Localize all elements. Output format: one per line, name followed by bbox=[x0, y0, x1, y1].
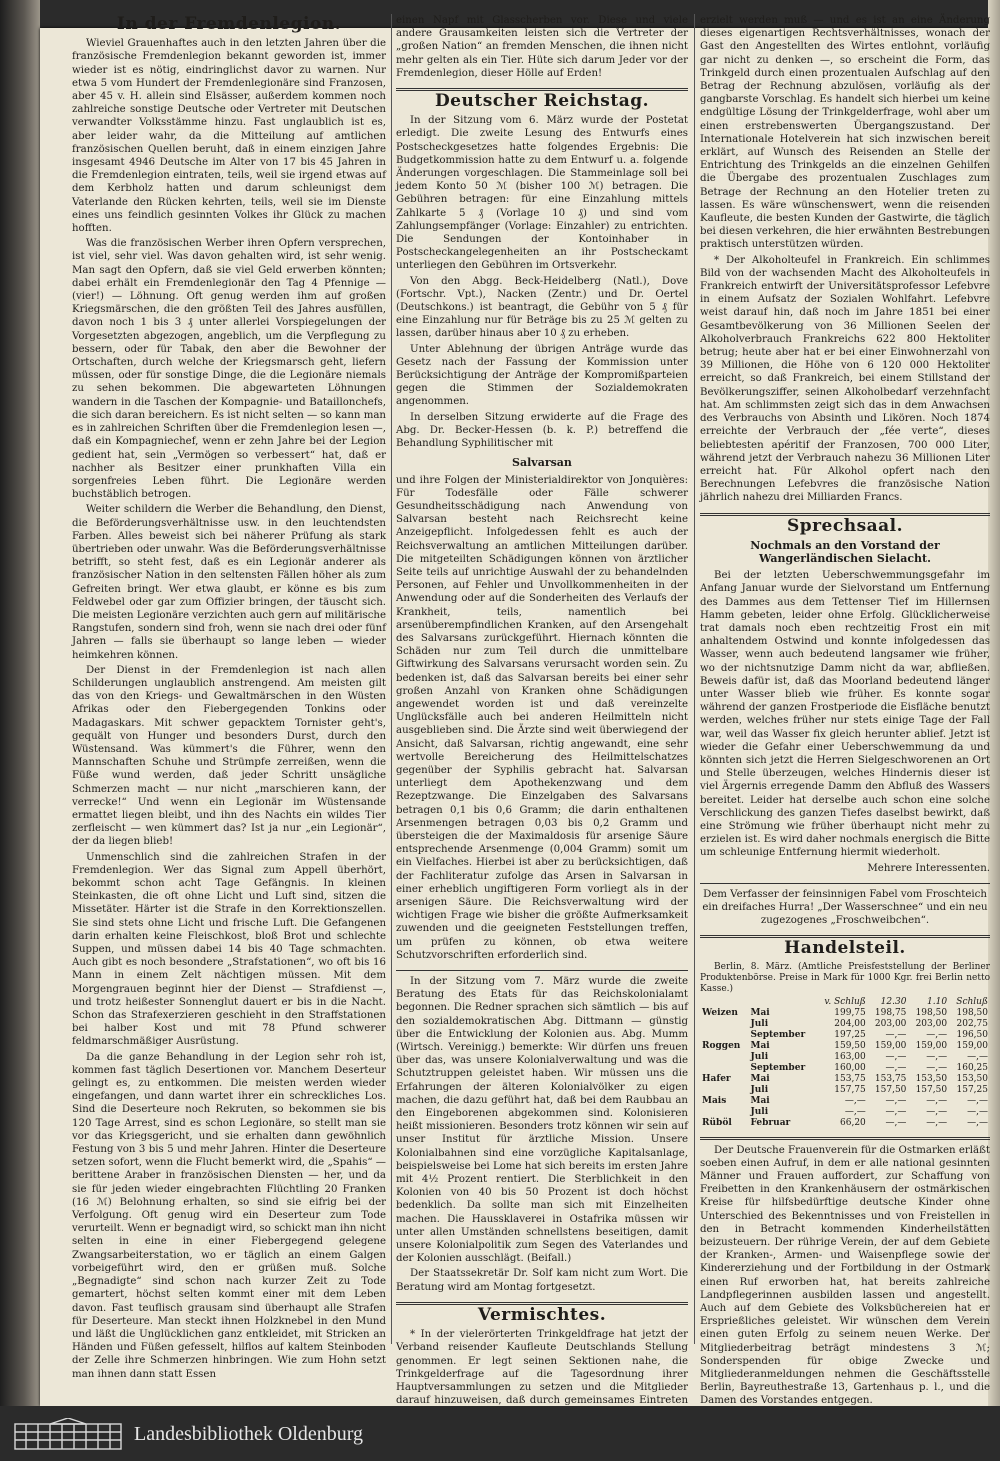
market-header-cell bbox=[700, 997, 749, 1008]
market-cell: 203,00 bbox=[874, 1018, 907, 1029]
paragraph: Was die französischen Werber ihren Opfern versprechen, ist viel, sehr viel. Was davon gehalten wird, ist sehr wenig. Man sagt den Opfern, daß sie viel Geld erwerben könnten; dabei erhält ein Fremdenlegionär den Tag 4 Pfennige — (vier!) — Löhnung. Oft genug werden ihm auf großen Kriegsmärschen, die den größten Teil des Jahres ausfüllen, davon noch 1 bis 3 ₰ unter allerlei Vorspiegelungen der Vorgesetzten abgezogen, angeblich, um die Verpflegung zu bessern, oder für Tabak, den aber die Bewohner der Ortschaften, durch welche der Kriegsmarsch geht, liefern müssen, oder für sonstige Dinge, die die Legionäre niemals zu sehen bekommen. Die abgewarteten Löhnungen wandern in die Taschen der Kompagnie- und Bataillonchefs, die sich daran bereichern. Es ist nicht selten — so kann man es in zahlreichen Schriften über die Fremdenlegion lesen —, daß ein Kompagniechef, wenn er zehn Jahre bei der Legion gedient hat, sein „Vermögen so verbessert“ hat, daß er nachher als Besitzer einer prunkhaften Villa ein sorgenfreies Leben führt. Die Legionäre werden buchstäblich betrogen. bbox=[72, 238, 386, 501]
market-cell: —,— bbox=[885, 1095, 907, 1106]
market-cell: Juli bbox=[750, 1084, 769, 1095]
market-cell: —,— bbox=[926, 1029, 948, 1040]
paragraph: In derselben Sitzung erwiderte auf die Frage des Abg. Dr. Becker-Hessen (b. k. P.) betreffend die Behandlung Syphilitischer mit bbox=[396, 411, 688, 450]
section-title: Deutscher Reichstag. bbox=[434, 91, 650, 112]
market-cell: —,— bbox=[926, 1117, 948, 1128]
notice: Dem Verfasser der feinsinnigen Fabel vom Froschteich ein dreifaches Hurra! „Der Wasserschnee“ und ein neu zugezogenes „Froschweibchen“. bbox=[702, 888, 988, 927]
market-cell: —,— bbox=[844, 1106, 866, 1117]
market-row bbox=[700, 1041, 990, 1052]
market-cell: Juli bbox=[750, 1106, 769, 1117]
market-cell: Rüböl bbox=[702, 1117, 732, 1128]
paragraph: In der Sitzung vom 7. März wurde die zweite Beratung des Etats für das Reichskolonialamt begonnen. Die Redner sprachen sich sämtlich — bis auf den sozialdemokratischen Abg. Dittmann — günstig über die Entwicklung der Kolonien aus. Abg. Mumm (Wirtsch. Vereinigg.) bemerkte: Wir dürfen uns freuen über das, was unsere Kolonialverwaltung und was die Schutztruppen geleistet haben. Wir müssen uns die Erfahrungen der älteren Kolonialvölker zu eigen machen, die dazu geführt hat, daß bei dem Raubbau an den Eingeborenen abgekommen sind. Kolonisieren heißt missionieren. Besonders trotz können wir sein auf unser Institut für ärztliche Mission. Unsere Kolonialbahnen sind eine vorzügliche Kapitalsanlage, beispielsweise bei Lome hat sich bereits im ersten Jahre mit 4½ Prozent rentiert. Die Sterblichkeit in den Kolonien von 40 bis 50 Prozent ist doch höchst bedenklich. Da sollte man sich mit Einzelheiten machen. Die Haussklaverei in Ostafrika müssen wir unter allen Umständen schnellstens beseitigen, damit unsere Kolonialpolitik zum Segen des Vaterlandes und der Kolonien ausschlägt. (Beifall.) bbox=[396, 976, 688, 1265]
divider bbox=[396, 970, 688, 971]
paragraph: Von den Abgg. Beck-Heidelberg (Natl.), Dove (Fortschr. Vpt.), Nacken (Zentr.) und Dr. Oertel (Deutschkons.) ist beantragt, die Gebühr von 5 ₰ für eine Einzahlung nur für Beträge bis zu 25 ℳ gelten zu lassen, darüber hinaus aber 10 ₰ zu erheben. bbox=[396, 275, 688, 340]
market-cell: 157,50 bbox=[874, 1084, 907, 1095]
market-cell: Mais bbox=[702, 1095, 727, 1106]
paragraph: In der Sitzung vom 6. März wurde der Postetat erledigt. Die zweite Lesung des Entwurfs eines Postscheckgesetzes hatte folgendes Ergebnis: Die Budgetkommission hatte zu dem Entwurf u. a. folgende Änderungen vorgeschlagen. Die Stammeinlage soll bei jedem Konto 50 ℳ (bisher 100 ℳ) betragen. Die Gebühren betragen: für eine Einzahlung mittels Zahlkarte 5 ₰ (Vorlage 10 ₰) und sind vom Zahlungsempfänger (Vorlage: Einzahler) zu entrichten. Die Sendungen der Kontoinhaber in Postscheckangelegenheiten an ihr Postscheckamt unterliegen den Gebühren im Ortsverkehr. bbox=[396, 115, 688, 272]
market-cell: Juli bbox=[750, 1018, 769, 1029]
market-cell: —,— bbox=[844, 1095, 866, 1106]
column-rule bbox=[391, 14, 392, 1344]
market-cell: September bbox=[750, 1062, 806, 1073]
market-cell: September bbox=[750, 1029, 806, 1040]
inline-heading: Salvarsan bbox=[512, 456, 572, 470]
market-cell: —,— bbox=[967, 1106, 988, 1117]
market-row bbox=[700, 1074, 990, 1085]
paragraph: und ihre Folgen der Ministerialdirektor von Jonquières: Für Todesfälle oder Fälle schwerer Gesundheitsschädigung nach Anwendung von Salvarsan besteht nach Reichsrecht keine Anzeigepflicht. Infolgedessen fehlt es auch der Reichsverwaltung an amtlichen Mitteilungen darüber. Die mitgeteilten Schädigungen können von ärztlicher Seite teils auf unrichtige Auswahl der zu behandelnden Personen, auf Fehler und Unvollkommenheiten in der Anwendung oder auf die Sonderheiten des Verlaufs der Krankheit, teils, namentlich bei arsenüberempfindlichen Kranken, auf den Arsengehalt des Salvarsans zurückgeführt. Hiernach könnten die Schäden nur zum Teil durch die unmittelbare Giftwirkung des Salvarsans verursacht worden sein. Zu bedenken ist, daß das Salvarsan bereits bei einer sehr großen Anzahl von Kranken ohne Schädigungen angewendet worden ist und daß vereinzelte Unglücksfälle auch bei anderen Heilmitteln nicht ausgeblieben sind. Die Ärzte sind weit überwiegend der Ansicht, daß Salvarsan, richtig angewandt, eine sehr wertvolle Bereicherung des Heilmittelschatzes gegenüber der Syphilis gebracht hat. Salvarsan unterliegt dem Apothekenzwang und dem Rezeptzwange. Die Einzelgaben des Salvarsans betragen 0,1 bis 0,6 Gramm; die darin enthaltenen Arsenmengen betragen 0,03 bis 0,2 Gramm und übersteigen die der Maximaldosis für arsenige Säure entsprechende Arsenmenge (0,004 Gramm) somit um ein Vielfaches. Hierbei ist aber zu berücksichtigen, daß der Fachliteratur zufolge das Arsen in Salvarsan in einer erheblich ungiftigeren Form vorliegt als in der arsenigen Säure. Die Reichsverwaltung wird der wichtigen Frage wie bisher die größte Aufmerksamkeit zuwenden und die geeigneten Feststellungen treffen, um prüfen zu können, ob etwa weitere Schutzvorschriften erforderlich sind. bbox=[396, 474, 688, 961]
market-cell bbox=[700, 1052, 749, 1063]
paragraph: Da die ganze Behandlung in der Legion sehr roh ist, kommen fast täglich Desertionen vor. Manchem Deserteur gelingt es, zu entkommen. Die meisten werden wieder eingefangen, und dann wartet ihrer ein schreckliches Los. Sind die Deserteure noch Rekruten, so bekommen sie bis 120 Tage Arrest, sind es schon Legionäre, so stellt man sie vor das Kriegsgericht, und sie erhalten dann gewöhnlich Festung von 3 bis 5 und mehr Jahren. Hinter die Deserteure setzen sofort, wenn die Flucht bemerkt wird, die „Spahis“ — berittene Araber in französischen Diensten — her, und da sie für jeden wieder eingebrachten Flüchtling 20 Franken (16 ℳ) Belohnung erhalten, so sind sie eifrig bei der Verfolgung. Oft genug wird ein Deserteur zum Tode verurteilt. Wenn er begnadigt wird, so schickt man ihn nicht selten in eine in einer Fiebergegend gelegene Zwangsarbeiterstation, wo er täglich an einem Galgen vorbeigeführt wird, den er grüßen muß. Solche „Begnadigte“ sind schon nach kurzer Zeit zu Tode gemartert, höchst selten kommt einer mit dem Leben davon. Fast teuflisch grausam sind überhaupt alle Strafen für Deserteure. Man steckt ihnen Holzknebel in den Mund und läßt die Unglücklichen ganz entkleidet, mit Stricken an Händen und Füßen gefesselt, hilflos auf kaltem Steinboden der Zelle ihre Schmerzen hinbringen. Wie zum Hohn setzt man ihnen dann statt Essen bbox=[72, 1051, 386, 1380]
market-cell: 198,50 bbox=[956, 1007, 988, 1018]
market-cell: 157,50 bbox=[915, 1084, 948, 1095]
market-cell: 153,75 bbox=[874, 1073, 907, 1084]
market-cell: 198,50 bbox=[915, 1007, 948, 1018]
paragraph: erzielt werden muß — und es ist an eine Änderung dieses eigenartigen Rechtsverhältnisses, wonach der Gast den Angestellten des Wirtes entlohnt, vorläufig gar nicht zu denken —, so erscheint die Form, das Trinkgeld durch einen prozentualen Aufschlag auf den Betrag der Rechnung abzulösen, vorläufig als der gangbarste Vorschlag. Es handelt sich hierbei um keine endgültige Lösung der Trinkgelderfrage, wohl aber um einen erstrebenswerten Übergangszustand. Der Internationale Hotelverein hat sich inzwischen bereit erklärt, auf Wunsch des Reisenden an Stelle der Entrichtung des Trinkgelds an die einzelnen Gehilfen die Übergabe des prozentualen Zuschlages zum Betrage der Rechnung an den Hotelier treten zu lassen. Es wäre wünschenswert, wenn die reisenden Kaufleute, die besten Kunden der Gastwirte, die täglich bei diesen verkehren, die hier erwähnten Bestrebungen praktisch unterstützen würden. bbox=[700, 15, 990, 251]
library-building-icon bbox=[14, 1418, 122, 1450]
paragraph: einen Napf mit Glasscherben vor. Diese und viele andere Grausamkeiten leisten sich die Vertreter der „großen Nation“ an fremden Menschen, die ihnen nicht mehr gelten als ein Tier. Hüte sich darum Jeder vor der Fremdenlegion, dieser Hölle auf Erden! bbox=[396, 15, 688, 79]
market-cell bbox=[700, 1107, 749, 1118]
market-cell: Februar bbox=[750, 1117, 791, 1128]
market-header-cell: 1.10 bbox=[927, 996, 948, 1007]
market-cell: 159,50 bbox=[834, 1040, 866, 1051]
market-cell: —,— bbox=[926, 1095, 948, 1106]
market-cell: 196,50 bbox=[956, 1029, 988, 1040]
market-cell: —,— bbox=[885, 1106, 907, 1117]
market-cell: 159,00 bbox=[874, 1040, 907, 1051]
market-cell: 160,25 bbox=[956, 1062, 988, 1073]
market-cell: 153,50 bbox=[956, 1073, 988, 1084]
market-cell bbox=[700, 1019, 749, 1030]
paragraph: * In der vielerörterten Trinkgeldfrage hat jetzt der Verband reisender Kaufleute Deutschlands Stellung genommen. Er legt seinen Sektionen nahe, die Trinkgelderfrage auf die Tagesordnung ihrer Hauptversammlungen zu setzen und die Mitglieder darauf hinzuweisen, daß durch gemeinsames Eintreten bbox=[396, 1329, 688, 1407]
market-row bbox=[700, 1096, 990, 1107]
market-cell: —,— bbox=[967, 1117, 988, 1128]
paragraph: Der Staatssekretär Dr. Solf kam nicht zum Wort. Die Beratung wird am Montag fortgesetzt. bbox=[396, 1268, 688, 1293]
article-title: In der Fremdenlegion. bbox=[116, 14, 342, 34]
market-cell: 157,75 bbox=[834, 1084, 866, 1095]
market-row bbox=[700, 1008, 990, 1019]
market-cell: —,— bbox=[885, 1062, 907, 1073]
market-cell: Mai bbox=[750, 1073, 770, 1084]
market-cell bbox=[700, 1030, 749, 1041]
market-cell: 163,00 bbox=[834, 1051, 866, 1062]
paragraph: Bei der letzten Ueberschwemmungsgefahr im Anfang Januar wurde der Sielvorstand um Entfernung des Dammes aus dem Tettenser Tief im Hillernsen Hamm gebeten, leider ohne Erfolg. Glücklicherweise trat damals noch eben rechtzeitig Frost ein mit anhaltendem Ostwind und konnte infolgedessen das Wasser, wenn auch bedeutend langsamer wie früher, wo der nichtsnutzige Damm nicht da war, abfließen. Beweis dafür ist, daß das Moorland bedeutend länger unter Wasser blieb wie früher. Es konnte sogar während der ganzen Frostperiode die Eisfläche benutzt werden, welches früher nur stets einige Tage der Fall war, weil das Wasser fix gleich herunter ablief. Jetzt ist wieder die Gefahr einer Ueberschwemmung da und könnten sich jetzt die Herren Sielgeschworenen an Ort und Stelle überzeugen, welches Hindernis dieser ist viel Ärgernis erregende Damm den Abfluß des Wassers bereitet. Leider hat derselbe auch schon eine solche Verschlickung des ganzen Tiefes daselbst bewirkt, daß eine Strömung wie früher überhaupt nicht mehr zu erzielen ist. Es wird daher nochmals energisch die Bitte um schleunige Entfernung hiermit wiederholt. bbox=[700, 570, 990, 859]
market-cell: —,— bbox=[967, 1095, 988, 1106]
column-3 bbox=[700, 14, 990, 1410]
market-cell: Hafer bbox=[702, 1073, 731, 1084]
paragraph: Unmenschlich sind die zahlreichen Strafen in der Fremdenlegion. Wer das Signal zum Appell überhört, bekommt schon acht Tage Gefängnis. In kleinen Steinkasten, die oft ohne Licht und Luft sind, sitzen die Missetäter. Härter ist die Strafe in den Korrektionszellen. Sie sind stets ohne Licht und frische Luft. Die Gefangenen darin erhalten keine Fleischkost, bloß Brot und schlechte Suppen, und müssen dabei 14 bis 40 Tage schmachten. Auch gibt es noch besondere „Strafstationen“, wo oft bis 16 Mann in einem Zelt nächtigen müssen. Mit dem Morgengrauen beginnt hier der Dienst — Strafdienst —, und trotz heißester Sonnenglut dauert er bis in die Nacht. Schon das Strafexerzieren geschieht in den Straffstationen bei halber Kost und mit 78 Pfund schwerer feldmarschmäßiger Ausrüstung. bbox=[72, 851, 386, 1048]
column-1 bbox=[72, 14, 386, 1383]
market-cell: —,— bbox=[926, 1062, 948, 1073]
market-row bbox=[700, 1052, 990, 1063]
market-cell: 153,75 bbox=[834, 1073, 866, 1084]
market-header-cell: v. Schluß bbox=[824, 996, 866, 1007]
market-row bbox=[700, 1019, 990, 1030]
divider bbox=[700, 883, 990, 884]
market-cell: 202,75 bbox=[956, 1018, 988, 1029]
market-header-cell: Schluß bbox=[956, 996, 988, 1007]
column-2 bbox=[396, 14, 688, 1449]
market-header-cell bbox=[749, 997, 816, 1008]
paragraph: Der Dienst in der Fremdenlegion ist nach allen Schilderungen unglaublich anstrengend. Am meisten gilt das von den Kriegs- und Gewaltmärschen in den Wüsten Afrikas oder den Fiebergegenden Tonkins oder Madagaskars. Mit schwer gepacktem Tornister geht's, gequält von Hunger und besonders Durst, durch den Wüstensand. Was kümmert's die Führer, wenn den Mannschaften Schuhe und Strümpfe zerreißen, wenn die Füße wund werden, daß jeder Schritt unsägliche Schmerzen macht — nur nicht „marschieren kann, der verrecke!“ Und wenn ein Legionär im Wüstensande ermattet liegen bleibt, und ihn des Nachts ein wildes Tier zerfleischt — wen kümmert das? Ist ja nur „ein Legionär“, der da liegen blieb! bbox=[72, 664, 386, 848]
book-spine bbox=[0, 0, 40, 1406]
market-cell: 157,25 bbox=[956, 1084, 988, 1095]
market-cell: 197,25 bbox=[834, 1029, 866, 1040]
market-cell: 199,75 bbox=[834, 1007, 866, 1018]
library-name: Landesbibliothek Oldenburg bbox=[134, 1423, 364, 1445]
paragraph: Weiter schildern die Werber die Behandlung, den Dienst, die Beförderungsverhältnisse usw. in den leuchtendsten Farben. Alles beweist sich bei näherer Prüfung als stark übertrieben oder unwahr. Was die Beförderungsverhältnisse betrifft, so steht fest, daß es ein Legionär anderer als französischer Nation in den seltensten Fällen höher als zum Gefreiten bringt. Wer etwa glaubt, er könne es bis zum Feldwebel oder gar zum Offizier bringen, der täuscht sich. Die meisten Legionäre verzichten auch gern auf militärische Rangstufen, sondern sind froh, wenn sie nach drei oder fünf Jahren — falls sie überhaupt so lange leben — wieder heimkehren können. bbox=[72, 504, 386, 661]
market-cell: 159,00 bbox=[915, 1040, 948, 1051]
market-cell bbox=[700, 1085, 749, 1096]
market-header-cell: 12.30 bbox=[880, 996, 907, 1007]
section-title: Sprechsaal. bbox=[786, 515, 904, 536]
paragraph: * Der Alkoholteufel in Frankreich. Ein schlimmes Bild von der wachsenden Macht des Alkoholteufels in Frankreich entwirft der Universitätsprofessor Lefebvre in einem Aufsatz der Sozialen Wohlfahrt. Lefebvre weist darauf hin, daß noch im Jahre 1851 bei einer Gesamtbevölkerung von 36 Millionen Seelen der Alkoholverbrauch Frankreichs 622 800 Hektoliter betrug; heute aber hat er bei einer Einwohnerzahl von 39 Millionen, die Höhe von 6 120 000 Hektoliter erreicht, so daß Frankreich, bei einem Stillstand der Bevölkerungsziffer, seinen Alkoholbedarf verzehnfacht hat. Am schlimmsten zeigt sich das in dem Anwachsen des Verbrauchs von Absinth und Likören. Noch 1874 erreichte der Verbrauch der „fée verte“, dieses beliebtesten apéritif der Franzosen, 700 000 Liter, während jetzt der Verbrauch nahezu 36 Millionen Liter erreicht hat. Für Alkohol opfert nach den Berechnungen Lefebvres die französische Nation jährlich nahezu drei Milliarden Francs. bbox=[700, 254, 990, 504]
market-cell: —,— bbox=[926, 1106, 948, 1117]
market-cell: 204,00 bbox=[834, 1018, 866, 1029]
market-cell: Juli bbox=[750, 1051, 769, 1062]
market-table bbox=[700, 997, 990, 1129]
market-cell: Mai bbox=[750, 1040, 770, 1051]
market-row bbox=[700, 1118, 990, 1129]
letter-subtitle: Nochmals an den Vorstand der Wangerländischen Sielacht. bbox=[750, 538, 940, 565]
divider bbox=[700, 1137, 990, 1140]
section-title: Vermischtes. bbox=[477, 1304, 607, 1325]
market-cell: —,— bbox=[885, 1051, 907, 1062]
market-cell: —,— bbox=[885, 1117, 907, 1128]
column-rule bbox=[694, 14, 695, 1344]
section-title: Handelsteil. bbox=[784, 938, 906, 959]
paragraph: Wieviel Grauenhaftes auch in den letzten Jahren über die französische Fremdenlegion bekannt geworden ist, immer wieder ist es nötig, eindringlichst davor zu warnen. Nur etwa 5 vom Hundert der Fremdenlegionäre sind Franzosen, aber 45 v. H. allein sind Elsässer, außerdem kommen noch zahlreiche sonstige Deutsche oder Vertreter mit Deutschen verwandter Volksstämme hinzu. Fast unglaublich ist es, aber leider wahr, da die Mitteilung auf amtlichen französischen Quellen beruht, daß in einem einzigen Jahre insgesamt 4946 Deutsche im Alter von 17 bis 45 Jahren in die Fremdenlegion eintraten, teils, weil sie irgend etwas auf dem Kerbholz hatten und darum schleunigst dem Vaterlande den Rücken kehrten, teils, weil sie im Dienste eines uns feindlich gesinnten Volkes ihr Glück zu machen hofften. bbox=[72, 38, 386, 235]
paragraph: Der Deutsche Frauenverein für die Ostmarken erläßt soeben einen Aufruf, in dem er alle national gesinnten Männer und Frauen auffordert, zur Schaffung von Freibetten in den Krankenhäusern der ostmärkischen Kreise für hilfsbedürftige deutsche Kinder ohne Unterschied des Bekenntnisses und von Freistellen in den in Betracht kommenden Kinderheilstätten beizusteuern. Der rührige Verein, der auf dem Gebiete der Kranken-, Armen- und Waisenpflege sowie der Kindererziehung und der Fortbildung in der Ostmark einen Ruf erworben hat, hat bereits zahlreiche Landpflegerinnen ausbilden lassen und angestellt. Auch auf dem Gebiete des Volksbüchereien hat er Ersprießliches geleistet. Wir wünschen dem Verein einen guten Erfolg zu seinem neuen Werke. Der Mitgliederbeitrag beträgt mindestens 3 ℳ; Sonderspenden für obige Zwecke und Mitgliederanmeldungen nehmen die Geschäftsstelle Berlin, Bayreuthestraße 13, Gartenhaus p. l., und die Damen des Vorstandes entgegen. bbox=[700, 1144, 990, 1407]
market-cell: —,— bbox=[967, 1051, 988, 1062]
market-cell: 153,50 bbox=[915, 1073, 948, 1084]
market-cell: Weizen bbox=[702, 1007, 738, 1018]
market-cell: —,— bbox=[885, 1029, 907, 1040]
market-cell: 198,75 bbox=[874, 1007, 907, 1018]
market-row bbox=[700, 1030, 990, 1041]
market-cell: Mai bbox=[750, 1007, 770, 1018]
market-row bbox=[700, 1107, 990, 1118]
market-cell: Roggen bbox=[702, 1040, 741, 1051]
market-cell: Mai bbox=[750, 1095, 770, 1106]
market-row bbox=[700, 1063, 990, 1074]
paragraph: Unter Ablehnung der übrigen Anträge wurde das Gesetz nach der Fassung der Kommission unter Berücksichtigung der Anträge der Kompromißparteien gegen die Stimmen der Sozialdemokraten angenommen. bbox=[396, 343, 688, 408]
signature: Mehrere Interessenten. bbox=[867, 862, 990, 874]
market-intro: Berlin, 8. März. (Amtliche Preisfeststellung der Berliner Produktenbörse. Preise in Mark für 1000 Kgr. frei Berlin netto Kasse.) bbox=[700, 961, 990, 994]
footer-bar bbox=[0, 1406, 1000, 1461]
market-cell: 160,00 bbox=[834, 1062, 866, 1073]
market-row bbox=[700, 1085, 990, 1096]
market-cell: 66,20 bbox=[840, 1117, 866, 1128]
market-cell: 159,00 bbox=[956, 1040, 988, 1051]
market-cell: 203,00 bbox=[915, 1018, 948, 1029]
market-cell bbox=[700, 1063, 749, 1074]
market-cell: —,— bbox=[926, 1051, 948, 1062]
